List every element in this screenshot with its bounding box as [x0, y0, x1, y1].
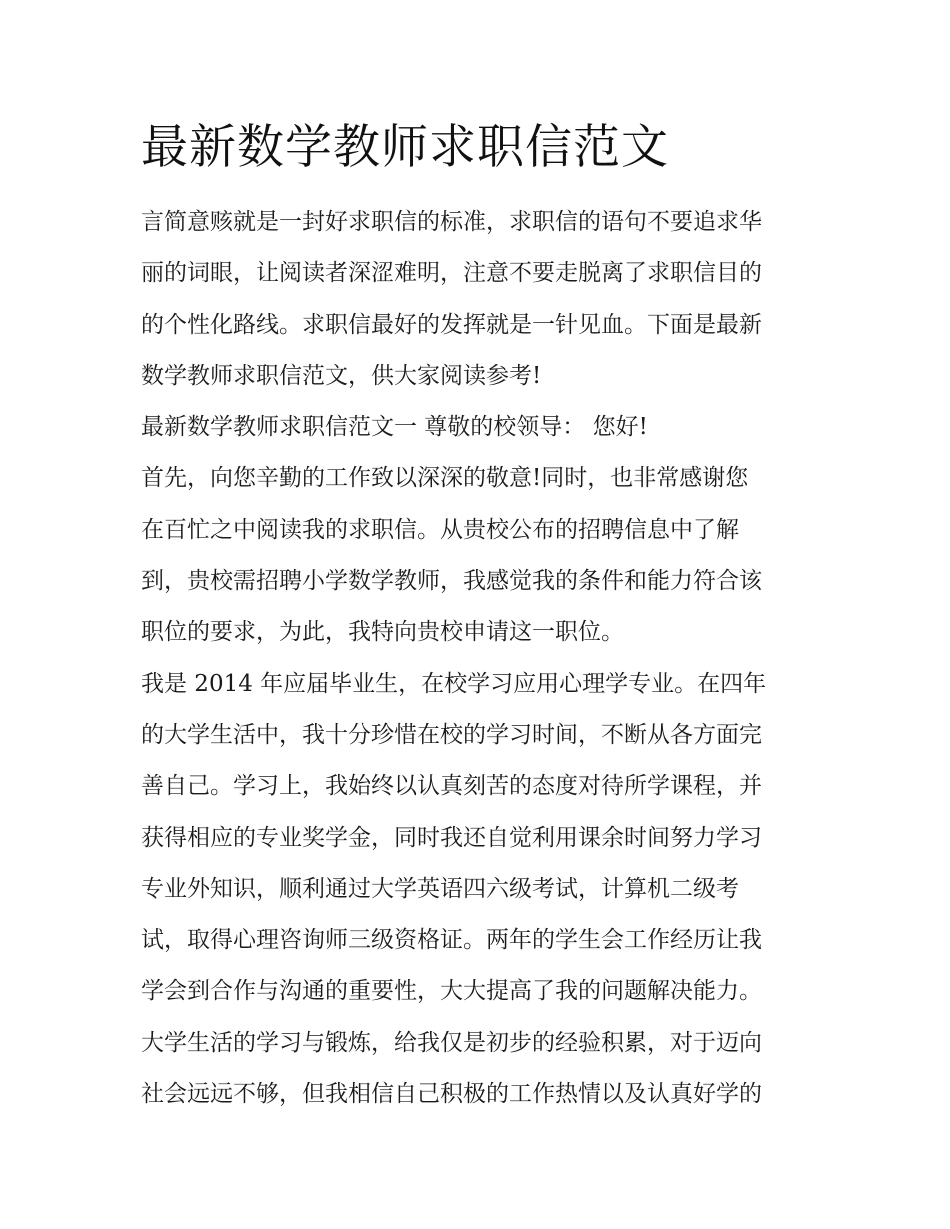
text-line: 学会到合作与沟通的重要性，大大提高了我的问题解决能力。	[141, 978, 762, 1005]
text-line: 社会远远不够，但我相信自己积极的工作热情以及认真好学的	[141, 1081, 762, 1108]
text-line: 试，取得心理咨询师三级资格证。两年的学生会工作经历让我	[141, 927, 762, 954]
text-line: 职位的要求，为此，我特向贵校申请这一职位。	[141, 619, 624, 646]
text-line: 我是 2014 年应届毕业生，在校学习应用心理学专业。在四年	[141, 670, 767, 697]
text-line: 到，贵校需招聘小学数学教师，我感觉我的条件和能力符合该	[141, 568, 762, 595]
text-line: 在百忙之中阅读我的求职信。从贵校公布的招聘信息中了解	[141, 516, 739, 543]
text-line: 获得相应的专业奖学金，同时我还自觉利用课余时间努力学习	[141, 824, 762, 851]
text-line: 丽的词眼，让阅读者深涩难明，注意不要走脱离了求职信目的	[141, 260, 762, 287]
text-line: 善自己。学习上，我始终以认真刻苦的态度对待所学课程，并	[141, 773, 762, 800]
text-line: 最新数学教师求职信范文一 尊敬的校领导： 您好!	[141, 414, 648, 441]
text-line: 的个性化路线。求职信最好的发挥就是一针见血。下面是最新	[141, 311, 762, 338]
text-line: 专业外知识，顺利通过大学英语四六级考试，计算机二级考	[141, 875, 739, 902]
document-body	[141, 197, 821, 1120]
text-line: 大学生活的学习与锻炼，给我仅是初步的经验积累，对于迈向	[141, 1029, 762, 1056]
text-line: 言简意赅就是一封好求职信的标准，求职信的语句不要追求华	[141, 209, 762, 235]
text-line: 首先，向您辛勤的工作致以深深的敬意!同时，也非常感谢您	[141, 465, 749, 492]
text-line: 数学教师求职信范文，供大家阅读参考!	[141, 362, 542, 389]
text-line: 的大学生活中，我十分珍惜在校的学习时间，不断从各方面完	[141, 721, 762, 748]
document-title: 最新数学教师求职信范文	[141, 120, 669, 175]
